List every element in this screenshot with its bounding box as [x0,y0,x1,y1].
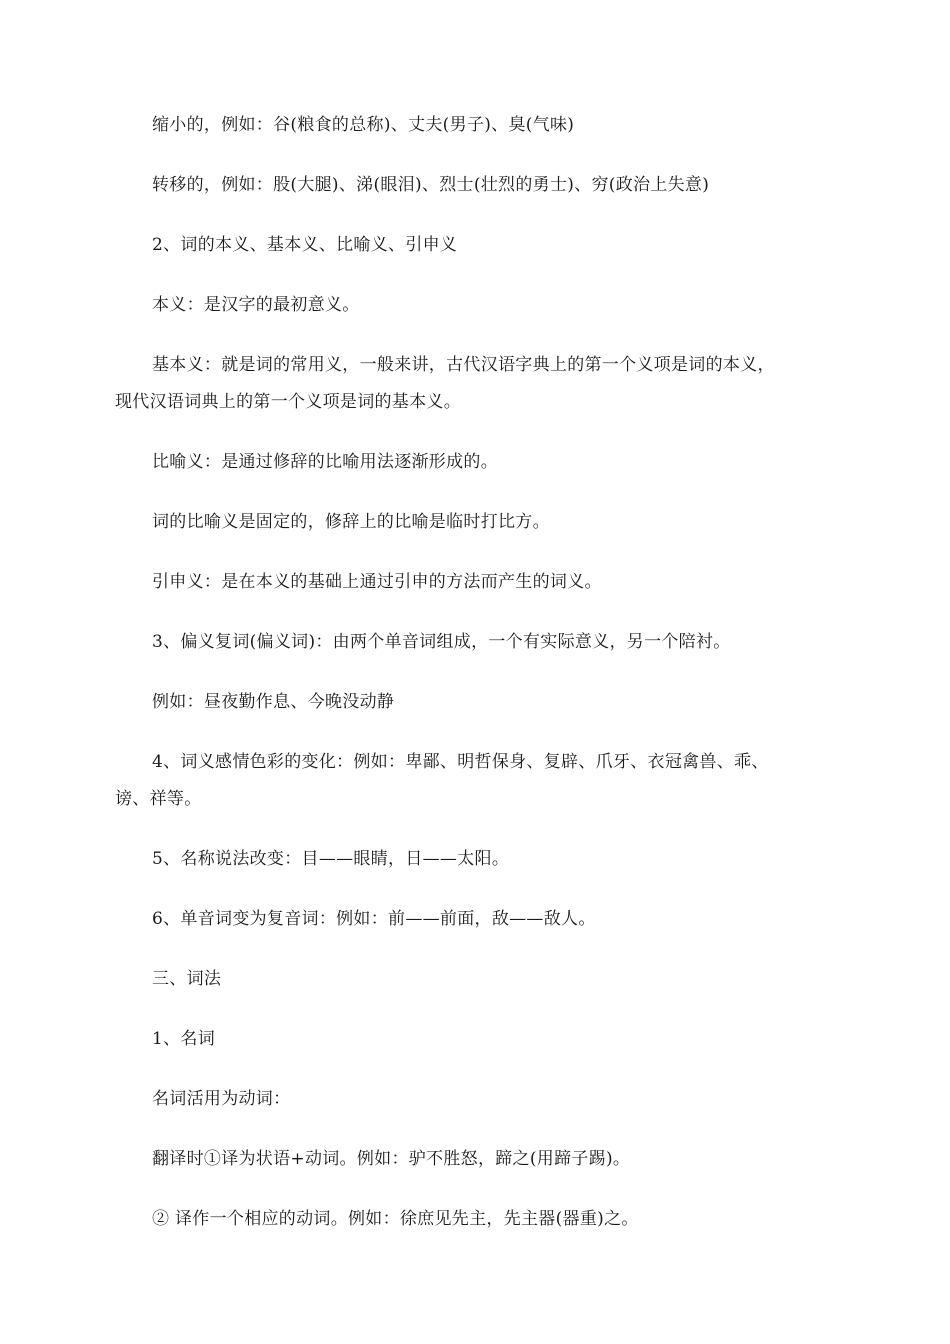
paragraph-line: 缩小的，例如：谷(粮食的总称)、丈夫(男子)、臭(气味) [152,115,575,135]
paragraph-translation-rule-2 [115,1201,835,1238]
paragraph-line: 比喻义：是通过修辞的比喻用法逐渐形成的。 [152,452,498,472]
paragraph-partial-compound-example [115,684,835,721]
paragraph-emotional-color [115,744,835,818]
paragraph-line: 转移的，例如：股(大腿)、涕(眼泪)、烈士(壮烈的勇士)、穷(政治上失意) [152,175,710,195]
paragraph-line: 现代汉语词典上的第一个义项是词的基本义。 [115,392,461,412]
paragraph-line: 1、名词 [152,1029,216,1049]
paragraph-line: 谤、祥等。 [115,789,202,809]
paragraph-metaphor-fixed [115,504,835,541]
paragraph-noun-as-verb [115,1081,835,1118]
paragraph-line: 4、词义感情色彩的变化：例如：卑鄙、明哲保身、复辟、爪牙、衣冠禽兽、乖、 [152,752,769,772]
paragraph-line: 词的比喻义是固定的，修辞上的比喻是临时打比方。 [152,512,550,532]
paragraph-line: 2、词的本义、基本义、比喻义、引申义 [152,235,458,255]
paragraph-basic-meaning [115,347,835,421]
paragraph-name-change [115,841,835,878]
paragraph-metaphorical-meaning [115,444,835,481]
paragraph-line: 翻译时①译为状语+动词。例如：驴不胜怒，蹄之(用蹄子踢)。 [152,1149,631,1169]
paragraph-original-meaning [115,287,835,324]
heading-morphology [115,961,835,998]
paragraph-line: 5、名称说法改变：目——眼睛，日——太阳。 [152,849,510,869]
paragraph-monosyllable-to-compound [115,901,835,938]
paragraph-partial-compound [115,624,835,661]
paragraph-line: 名词活用为动词： [152,1089,291,1109]
paragraph-line: 基本义：就是词的常用义，一般来讲，古代汉语字典上的第一个义项是词的本义， [152,355,775,375]
paragraph-line: 6、单音词变为复音词：例如：前——前面，敌——敌人。 [152,909,596,929]
paragraph-line: 例如：昼夜勤作息、今晚没动静 [152,692,395,712]
paragraph-line: 本义：是汉字的最初意义。 [152,295,360,315]
heading-word-meanings [115,227,835,264]
paragraph-narrowed-meaning [115,107,835,144]
paragraph-line: 3、偏义复词(偏义词)：由两个单音词组成，一个有实际意义，另一个陪衬。 [152,632,731,652]
paragraph-line: ② 译作一个相应的动词。例如：徐庶见先主，先主器(器重)之。 [152,1209,639,1229]
paragraph-line: 三、词法 [152,969,222,989]
paragraph-translation-rule-1 [115,1141,835,1178]
heading-nouns [115,1021,835,1058]
paragraph-line: 引申义：是在本义的基础上通过引申的方法而产生的词义。 [152,572,602,592]
paragraph-shifted-meaning [115,167,835,204]
paragraph-extended-meaning [115,564,835,601]
